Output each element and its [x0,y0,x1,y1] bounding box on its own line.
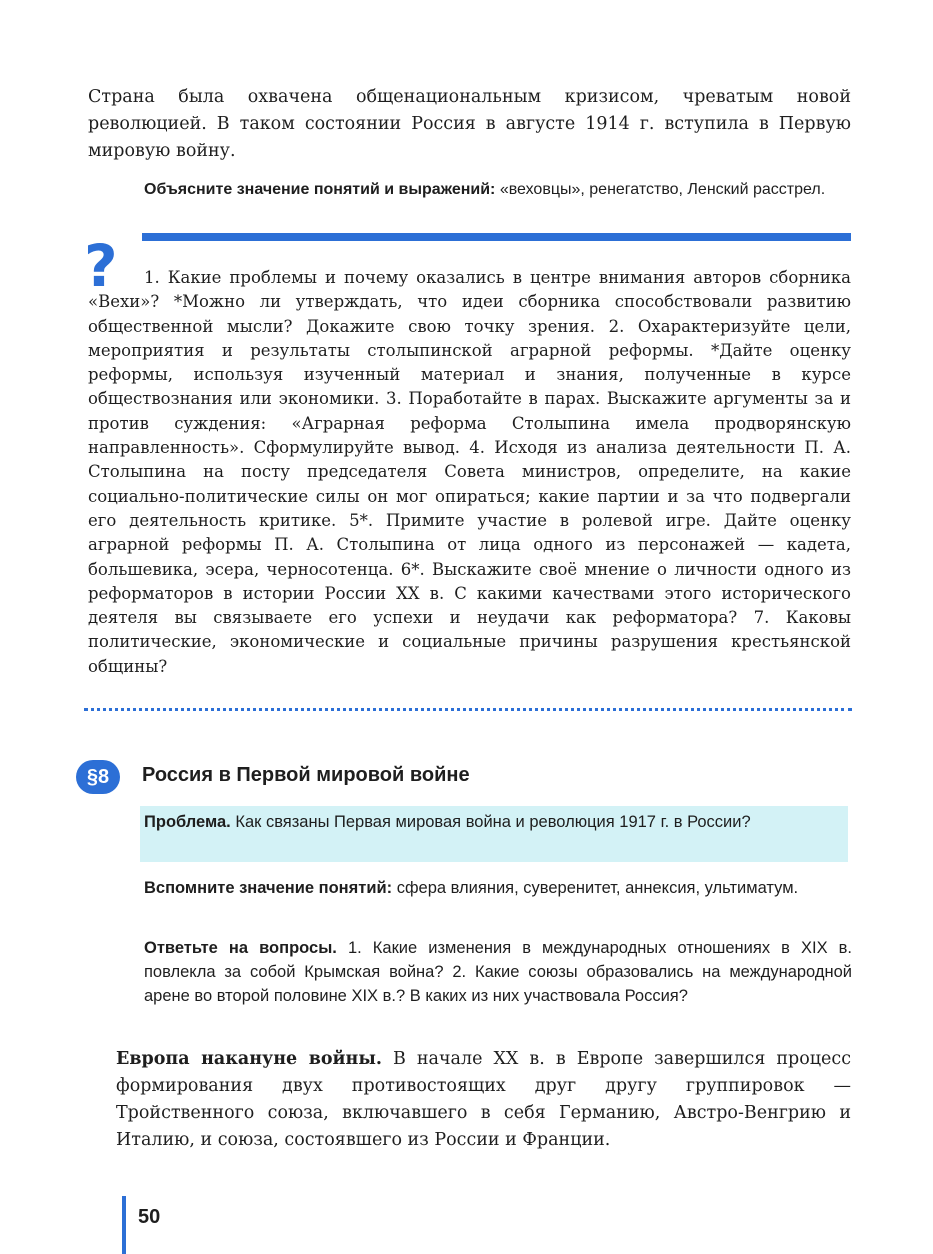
page-number: 50 [138,1206,161,1228]
explain-terms: «веховцы», ренегатство, Ленский расстрел. [495,181,826,198]
body-paragraph [116,1046,851,1154]
recall-text: сфера влияния, суверенитет, аннексия, ультиматум. [392,879,799,897]
problem-block [140,806,848,862]
section-number-badge: §8 [76,760,120,794]
page-margin-strip [122,1196,126,1254]
explain-terms-block [144,178,852,202]
body-text: В начале XX в. в Европе завершился процесс формирования двух противостоящих друг другу группировок — Тройственного союза, включавшего в себя Германию, Австро-Венгрию и Италию, и союза, состоявшего из России и Франции. [116,1049,851,1150]
explain-label: Объясните значение понятий и выражений: [144,181,496,198]
recall-terms-block [144,876,852,900]
dotted-divider [84,708,852,711]
question-mark-icon: ? [84,232,118,300]
body-heading: Европа накануне войны. [116,1049,382,1069]
questions-text: 1. Какие проблемы и почему оказались в центре внимания авторов сборника «Вехи»? *Можно ли утверждать, что идеи сборника способствовали развитию общественной мысли? Докажите свою точку зрения. 2. Охарактеризуйте цели, мероприятия и результаты столыпинской аграрной реформы. *Дайте оценку реформы, используя изученный материал и знания, полученные в курсе обществознания или экономики. 3. Поработайте в парах. Выскажите аргументы за и против суждения: «Аграрная реформа Столыпина имела продворянскую направленность». Сформулируйте вывод. 4. Исходя из анализа деятельности П. А. Столыпина на посту председателя Совета министров, определите, на какие социально-политические силы он мог опираться; какие партии и за что подвергали его деятельность критике. 5*. Примите участие в ролевой игре. Дайте оценку аграрной реформы П. А. Столыпина от лица одного из персонажей — кадета, большевика, эсера, черносотенца. 6*. Выскажите своё мнение о личности одного из реформаторов в истории России XX в. С какими качествами этого исторического деятеля вы связываете его успехи и неудачи как реформатора? 7. Каковы политические, экономические и социальные причины разрушения крестьянской общины? [88,268,851,676]
blue-divider-bar [142,233,851,241]
section-title: Россия в Первой мировой войне [142,764,470,786]
questions-block [88,266,851,679]
answer-label: Ответьте на вопросы. [144,939,337,957]
problem-text: Как связаны Первая мировая война и революция 1917 г. в России? [230,813,751,831]
intro-paragraph [88,84,851,165]
recall-label: Вспомните значение понятий: [144,879,393,897]
answer-text: 1. Какие изменения в международных отношениях в XIX в. повлекла за собой Крымская война? 2. Какие союзы образовались на международной арене во второй половине XIX в.? В каких из них участвовала Россия? [144,939,853,1005]
intro-text: Страна была охвачена общенациональным кризисом, чреватым новой революцией. В таком состоянии Россия в августе 1914 г. вступила в Первую мировую войну. [88,87,851,161]
answer-questions-block [144,936,852,1008]
problem-label: Проблема. [144,813,231,831]
